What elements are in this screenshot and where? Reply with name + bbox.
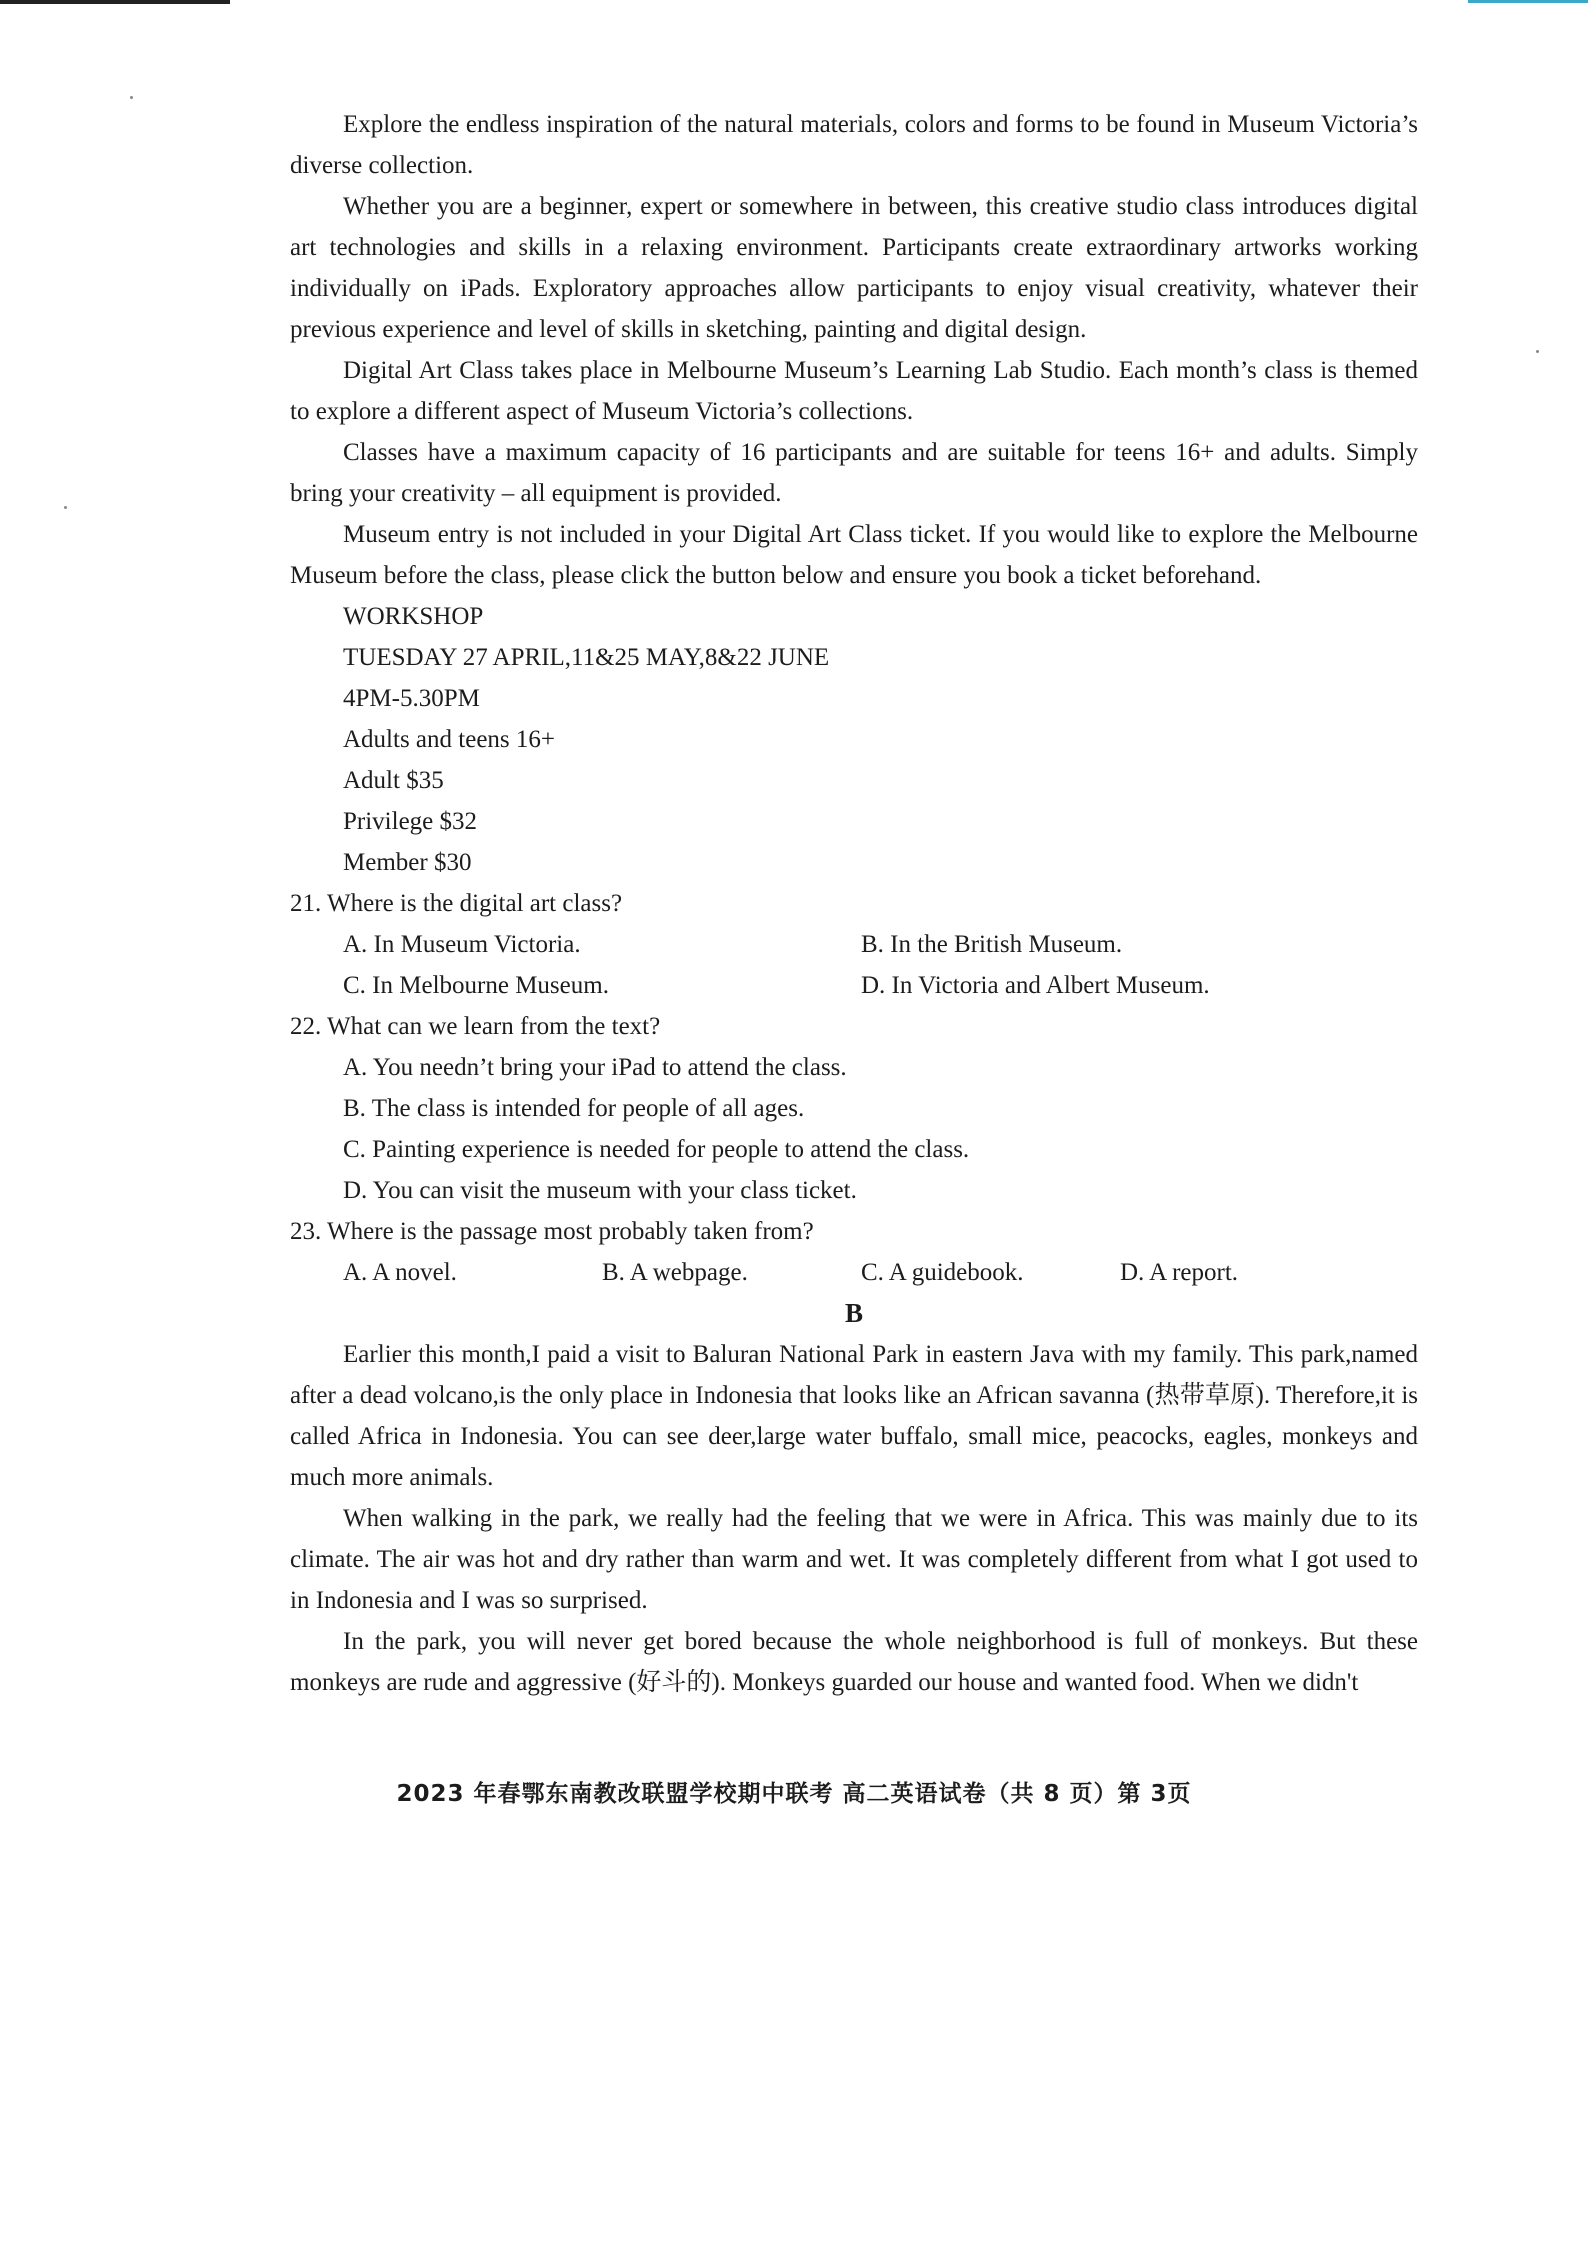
option-c: C. In Melbourne Museum. [343,972,609,999]
question-options [290,1252,1418,1293]
question-options [290,924,1418,1006]
workshop-dates: TUESDAY 27 APRIL,11&25 MAY,8&22 JUNE [343,644,830,671]
option-d: D. A report. [1120,1259,1239,1286]
option-d: D. You can visit the museum with your class ticket. [343,1177,857,1204]
scan-speck [64,506,67,509]
option-d: D. In Victoria and Albert Museum. [861,972,1210,999]
workshop-heading: WORKSHOP [343,603,484,630]
passage-b [290,1293,1418,1703]
workshop-time: 4PM-5.30PM [343,685,480,712]
scan-edge-top-left [0,0,230,4]
question-stem: 23. Where is the passage most probably taken from? [290,1218,814,1245]
question-stem: 21. Where is the digital art class? [290,890,623,917]
paragraph: Explore the endless inspiration of the natural materials, colors and forms to be found in Museum Victoria’s diverse collection. [290,111,1418,179]
paragraph: Classes have a maximum capacity of 16 participants and are suitable for teens 16+ and adults. Simply bring your creativity – all equipment is provided. [290,439,1418,507]
option-b: B. The class is intended for people of all ages. [343,1095,805,1122]
option-b: B. A webpage. [602,1259,748,1286]
question-stem: 22. What can we learn from the text? [290,1013,661,1040]
option-a: A. In Museum Victoria. [343,931,581,958]
question-21 [290,883,1418,1006]
option-c: C. A guidebook. [861,1259,1024,1286]
scan-edge-top-right [1468,0,1588,3]
price-adult: Adult $35 [343,767,444,794]
option-b: B. In the British Museum. [861,931,1123,958]
paragraph: When walking in the park, we really had the feeling that we were in Africa. This was mainly due to its climate. The air was hot and dry rather than warm and wet. It was completely different from what I got used to in Indonesia and I was so surprised. [290,1505,1418,1614]
question-23 [290,1211,1418,1293]
paragraph: Whether you are a beginner, expert or somewhere in between, this creative studio class introduces digital art technologies and skills in a relaxing environment. Participants create extraordinary artworks working individually on iPads. Exploratory approaches allow participants to enjoy visual creativity, whatever their previous experience and level of skills in sketching, painting and digital design. [290,193,1418,343]
option-a: A. You needn’t bring your iPad to attend the class. [343,1054,847,1081]
workshop-audience: Adults and teens 16+ [343,726,555,753]
option-a: A. A novel. [343,1259,457,1286]
exam-page [290,104,1418,1703]
section-title: B [844,1298,863,1328]
scan-speck [1536,350,1539,353]
paragraph: Digital Art Class takes place in Melbourne Museum’s Learning Lab Studio. Each month’s class is themed to explore a different aspect of Museum Victoria’s collections. [290,357,1418,425]
option-c: C. Painting experience is needed for people to attend the class. [343,1136,970,1163]
scan-speck [130,96,133,99]
paragraph: Earlier this month,I paid a visit to Baluran National Park in eastern Java with my family. This park,named after a dead volcano,is the only place in Indonesia that looks like an African savanna (热带草原). Therefore,it is called Africa in Indonesia. You can see deer,large water buffalo, small mice, peacocks, eagles, monkeys and much more animals. [290,1341,1418,1491]
question-22 [290,1006,1418,1211]
workshop-details [290,596,1418,883]
price-privilege: Privilege $32 [343,808,478,835]
paragraph: Museum entry is not included in your Digital Art Class ticket. If you would like to explore the Melbourne Museum before the class, please click the button below and ensure you book a ticket beforehand. [290,521,1418,589]
passage-a [290,104,1418,883]
price-member: Member $30 [343,849,472,876]
paragraph: In the park, you will never get bored because the whole neighborhood is full of monkeys. But these monkeys are rude and aggressive (好斗的). Monkeys guarded our house and wanted food. When we didn't [290,1628,1418,1696]
page-footer: 2023 年春鄂东南教改联盟学校期中联考 高二英语试卷（共 8 页）第 3页 [396,1781,1192,1807]
